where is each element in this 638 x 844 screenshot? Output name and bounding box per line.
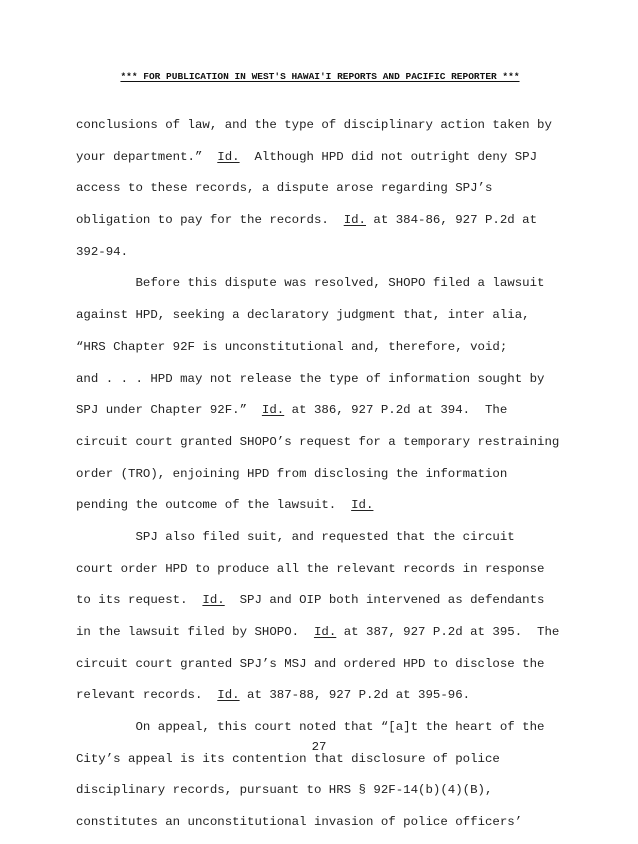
text-segment: constitutes an unconstitutional invasion of police officers’ (76, 815, 523, 830)
opinion-body-text (76, 115, 576, 844)
text-segment: your department.” (76, 149, 218, 164)
citation-id: Id. (351, 498, 374, 513)
text-segment: court order HPD to produce all the relevant records in response (76, 561, 545, 576)
text-segment: On appeal, this court noted that “[a]t the heart of the (76, 720, 545, 735)
text-line (76, 147, 576, 179)
text-segment: at 387, 927 P.2d at 395. The (336, 625, 560, 639)
text-line (76, 559, 576, 591)
text-segment: circuit court granted SPJ’s MSJ and ordered HPD to disclose the (76, 656, 545, 671)
text-segment: SPJ and OIP both intervened as defendants (224, 593, 545, 608)
text-line (76, 780, 576, 812)
text-segment: Although HPD did not outright deny SPJ (239, 149, 538, 164)
text-segment: circuit court granted SHOPO’s request for a temporary restraining (76, 434, 560, 449)
text-line (76, 685, 576, 717)
citation-id: Id. (202, 593, 225, 608)
text-segment: disciplinary records, pursuant to HRS § 92F-14(b)(4)(B), (76, 783, 493, 798)
text-segment: at 387-88, 927 P.2d at 395-96. (239, 688, 471, 703)
text-segment: “HRS Chapter 92F is unconstitutional and, therefore, void; (76, 339, 508, 354)
text-segment: against HPD, seeking a declaratory judgment that, inter alia, (76, 308, 530, 323)
text-segment: pending the outcome of the lawsuit. (76, 498, 352, 513)
text-segment: SPJ also filed suit, and requested that the circuit (76, 529, 515, 544)
text-line (76, 305, 576, 337)
citation-id: Id. (313, 625, 337, 639)
text-segment: Before this dispute was resolved, SHOPO filed a lawsuit (76, 276, 545, 291)
text-line (76, 622, 576, 654)
citation-id: Id. (217, 688, 240, 703)
text-segment: to its request. (76, 593, 203, 608)
text-segment: conclusions of law, and the type of disciplinary action taken by (76, 118, 552, 132)
text-line (76, 242, 576, 274)
text-line (76, 369, 576, 401)
text-segment: relevant records. (76, 688, 218, 703)
text-segment: in the lawsuit filed by SHOPO. (76, 625, 314, 639)
text-segment: and . . . HPD may not release the type of information sought by (76, 371, 545, 386)
text-segment: access to these records, a dispute arose regarding SPJ’s (76, 181, 493, 196)
text-line (76, 432, 576, 464)
text-segment: obligation to pay for the records. (76, 213, 344, 228)
text-line (76, 464, 576, 496)
text-line (76, 812, 576, 844)
text-segment: at 386, 927 P.2d at 394. The (284, 403, 508, 418)
text-line (76, 337, 576, 369)
text-line (76, 115, 576, 147)
citation-id: Id. (261, 403, 285, 418)
text-segment: City’s appeal is its contention that disclosure of police (76, 751, 500, 766)
citation-id: Id. (217, 149, 240, 164)
text-line (76, 400, 576, 432)
text-line (76, 495, 576, 527)
publication-header: *** FOR PUBLICATION IN WEST'S HAWAI'I REPORTS AND PACIFIC REPORTER *** (120, 71, 520, 82)
page-number: 27 (311, 740, 327, 754)
text-line (76, 178, 576, 210)
text-line (76, 210, 576, 242)
text-segment: SPJ under Chapter 92F.” (76, 403, 262, 418)
text-line (76, 527, 576, 559)
citation-id: Id. (343, 213, 366, 228)
text-segment: at 384-86, 927 P.2d at (366, 213, 538, 228)
text-line (76, 273, 576, 305)
text-line (76, 654, 576, 686)
text-line (76, 590, 576, 622)
text-segment: 392-94. (76, 244, 129, 259)
text-segment: order (TRO), enjoining HPD from disclosing the information (76, 466, 508, 481)
